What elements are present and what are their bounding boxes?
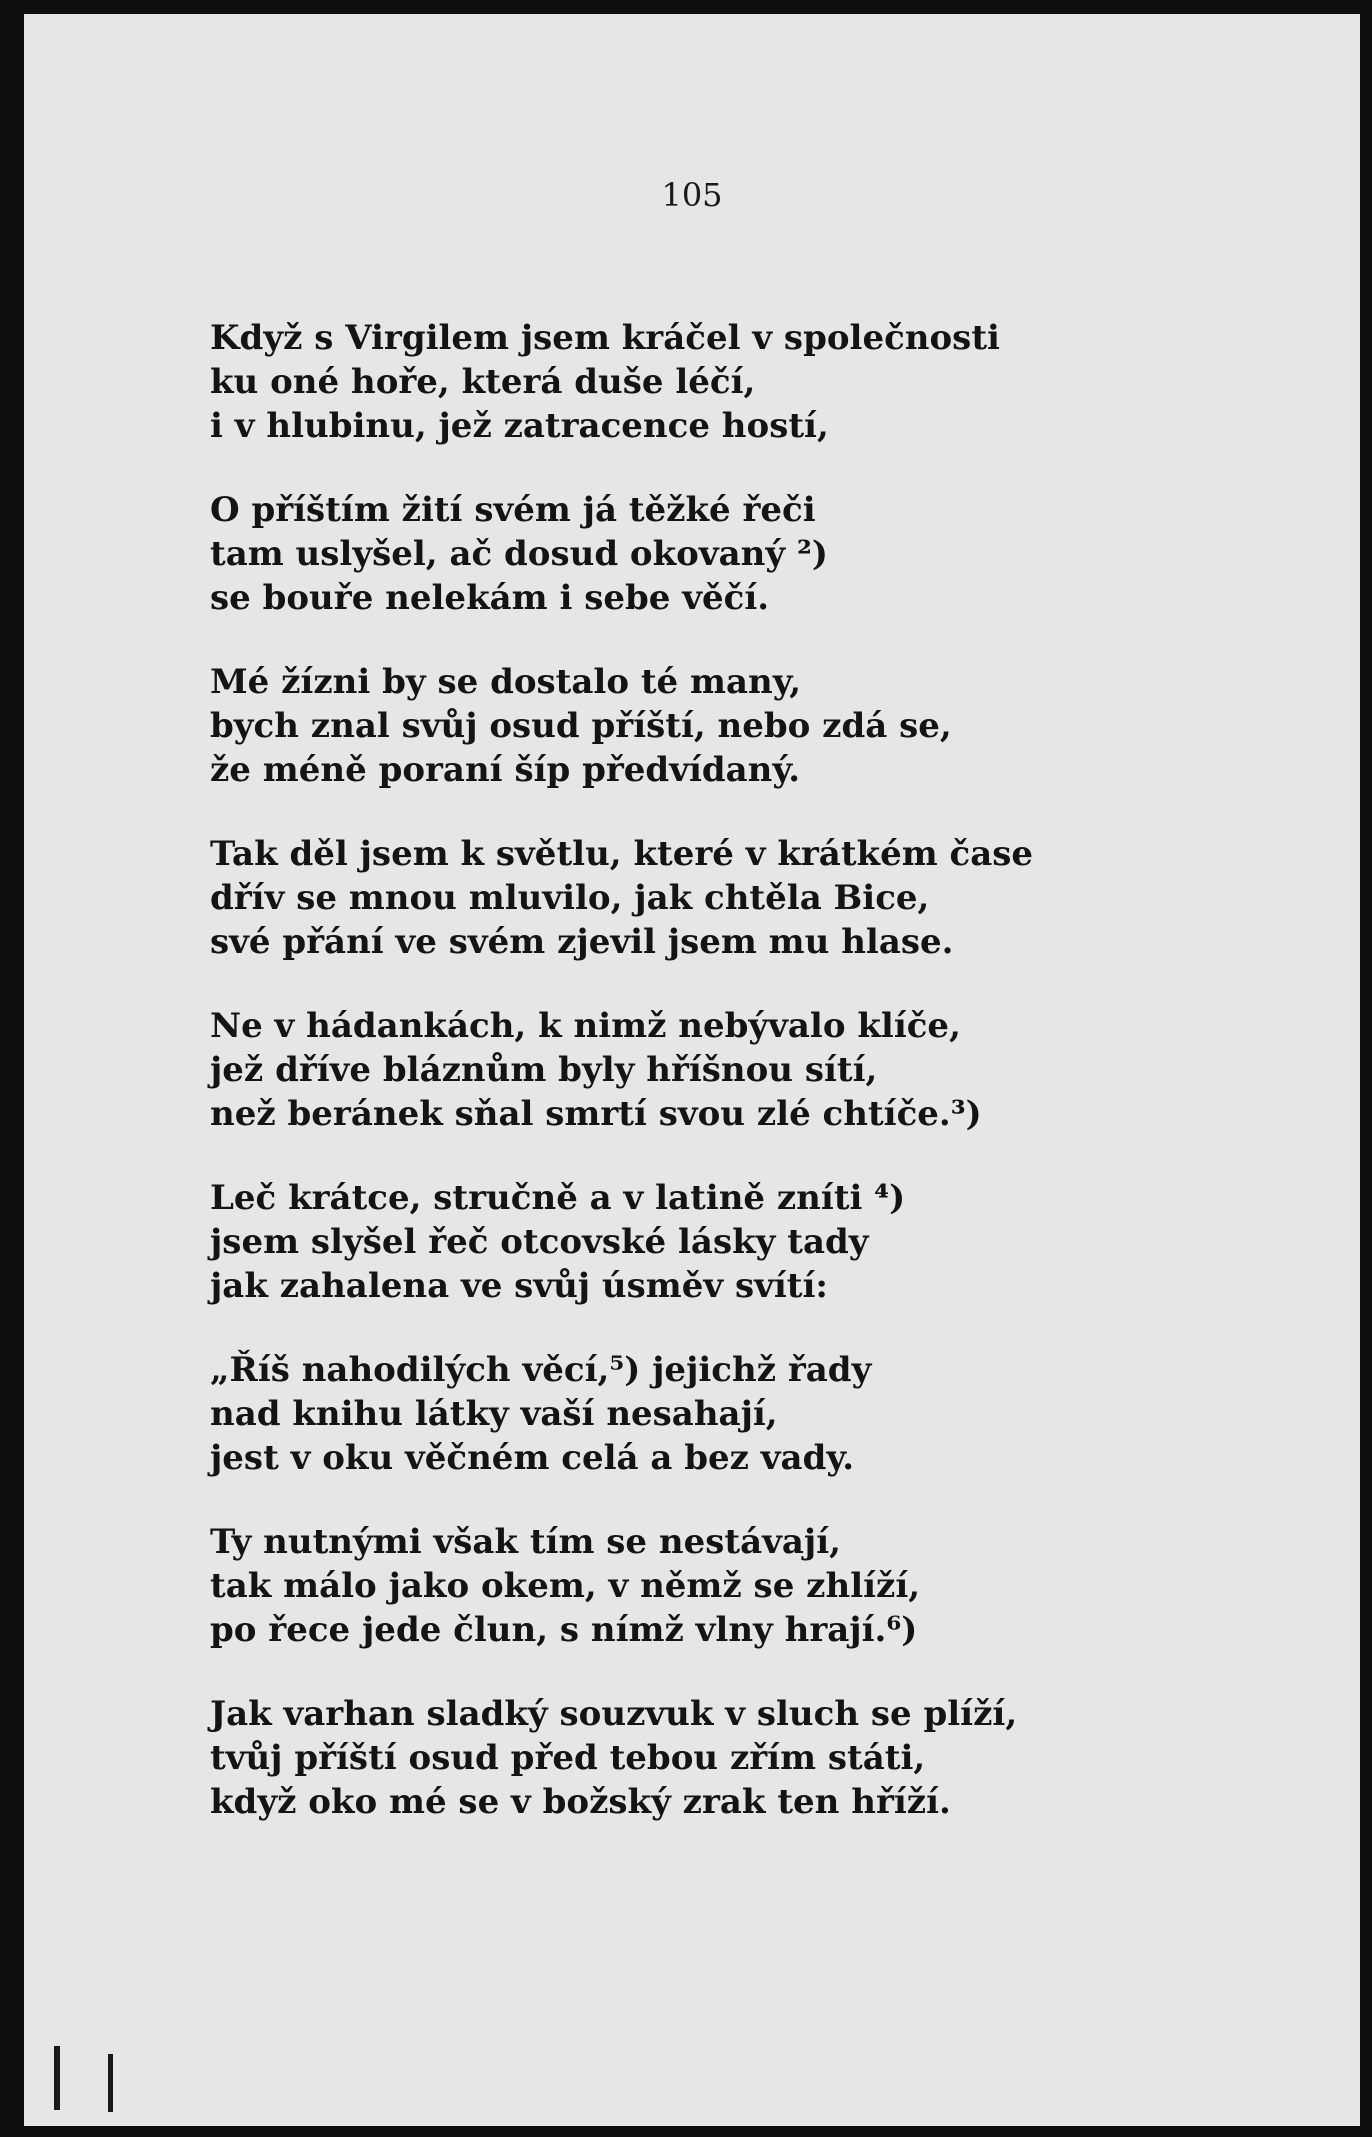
stanza bbox=[210, 832, 1033, 964]
verse-line: dřív se mnou mluvilo, jak chtěla Bice, bbox=[210, 878, 930, 918]
stanza bbox=[210, 1348, 1033, 1480]
verse-line: Ne v hádankách, k nimž nebývalo klíče, bbox=[210, 1006, 961, 1046]
stanza bbox=[210, 660, 1033, 792]
verse-line: Jak varhan sladký souzvuk v sluch se plíží, bbox=[210, 1694, 1018, 1734]
verse-line: své přání ve svém zjevil jsem mu hlase. bbox=[210, 922, 954, 962]
stanza bbox=[210, 316, 1033, 448]
stanza bbox=[210, 488, 1033, 620]
verse-line: Ty nutnými však tím se nestávají, bbox=[210, 1522, 841, 1562]
verse-line: Tak děl jsem k světlu, které v krátkém čase bbox=[210, 834, 1034, 874]
verse-line: tam uslyšel, ač dosud okovaný ²) bbox=[210, 534, 828, 574]
poem bbox=[210, 316, 1033, 1864]
verse-line: Mé žízni by se dostalo té many, bbox=[210, 662, 802, 702]
verse-line: tak málo jako okem, v němž se zhlíží, bbox=[210, 1566, 921, 1606]
verse-line: tvůj příští osud před tebou zřím státi, bbox=[210, 1738, 926, 1778]
scan-mark bbox=[108, 2054, 113, 2112]
stanza bbox=[210, 1176, 1033, 1308]
verse-line: když oko mé se v božský zrak ten hříží. bbox=[210, 1782, 951, 1822]
stanza bbox=[210, 1692, 1033, 1824]
stanza bbox=[210, 1004, 1033, 1136]
verse-line: bych znal svůj osud příští, nebo zdá se, bbox=[210, 706, 952, 746]
verse-line: jsem slyšel řeč otcovské lásky tady bbox=[210, 1222, 869, 1262]
verse-line: „Říš nahodilých věcí,⁵) jejichž řady bbox=[210, 1350, 872, 1390]
book-page bbox=[24, 14, 1360, 2126]
verse-line: jak zahalena ve svůj úsměv svítí: bbox=[210, 1266, 828, 1306]
verse-line: než beránek sňal smrtí svou zlé chtíče.³) bbox=[210, 1094, 982, 1134]
verse-line: Když s Virgilem jsem kráčel v společnosti bbox=[210, 318, 1000, 358]
verse-line: jest v oku věčném celá a bez vady. bbox=[210, 1438, 855, 1478]
verse-line: Leč krátce, stručně a v latině zníti ⁴) bbox=[210, 1178, 906, 1218]
verse-line: se bouře nelekám i sebe věčí. bbox=[210, 578, 770, 618]
verse-line: po řece jede člun, s nímž vlny hrají.⁶) bbox=[210, 1610, 918, 1650]
verse-line: i v hlubinu, jež zatracence hostí, bbox=[210, 406, 829, 446]
page-number: 105 bbox=[661, 176, 723, 214]
stanza bbox=[210, 1520, 1033, 1652]
verse-line: ku oné hoře, která duše léčí, bbox=[210, 362, 756, 402]
verse-line: jež dříve bláznům byly hříšnou sítí, bbox=[210, 1050, 878, 1090]
verse-line: nad knihu látky vaší nesahají, bbox=[210, 1394, 778, 1434]
verse-line: O příštím žití svém já těžké řeči bbox=[210, 490, 816, 530]
scan-mark bbox=[54, 2046, 60, 2110]
verse-line: že méně poraní šíp předvídaný. bbox=[210, 750, 801, 790]
